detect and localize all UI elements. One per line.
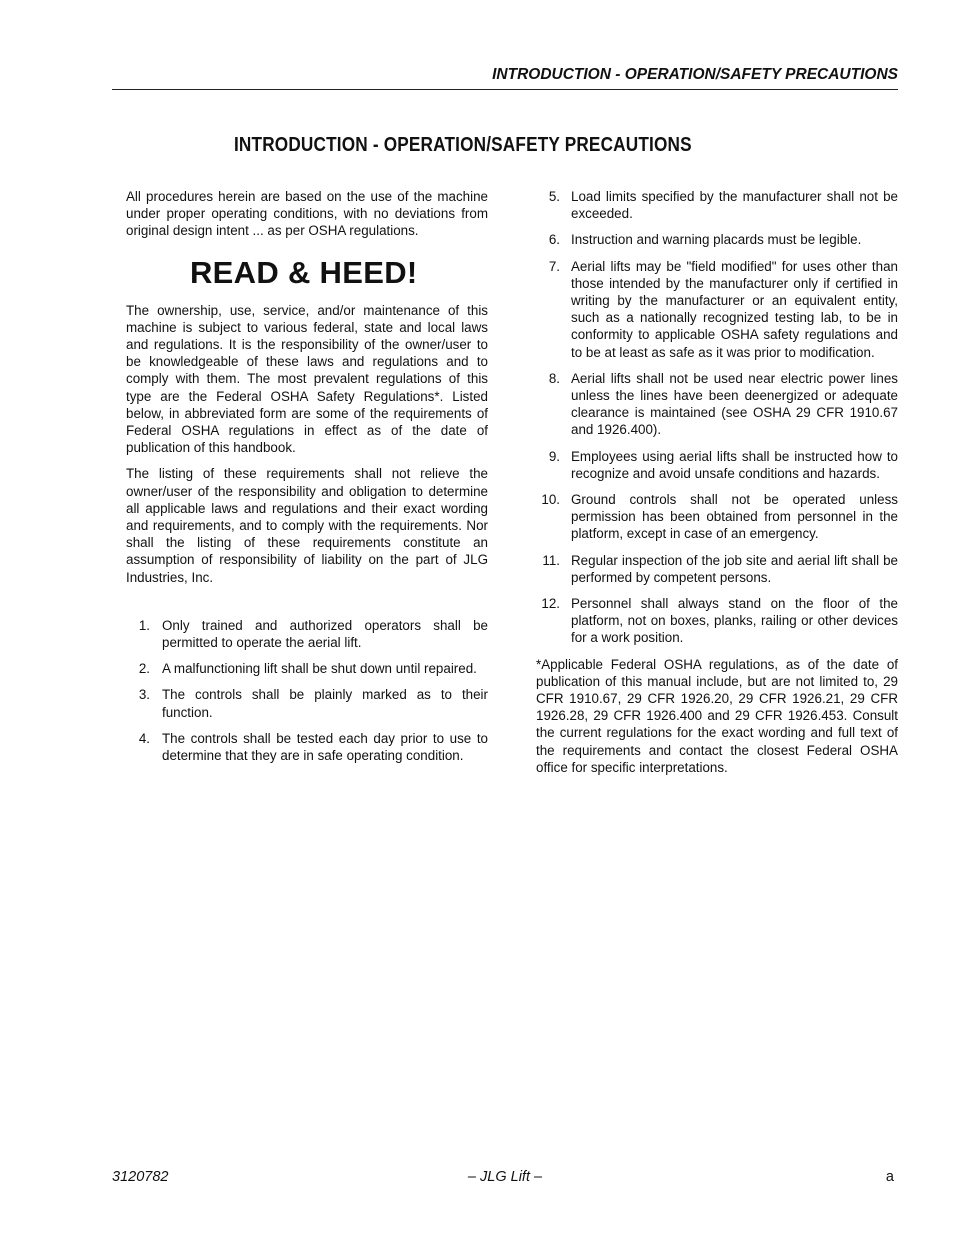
list-item: [126, 617, 488, 651]
footer-page-number: a: [885, 1169, 894, 1185]
list-item-text: Employees using aerial lifts shall be instructed how to recognize and avoid unsafe conditions and hazards.: [571, 448, 898, 481]
requirements-list-left: [126, 617, 488, 764]
list-item-number: 4.: [138, 730, 150, 746]
list-item: [536, 595, 898, 647]
ownership-paragraph: The ownership, use, service, and/or maintenance of this machine is subject to various federal, state and local laws and regulations. It is the responsibility of the owner/user to be knowledgeable of these laws and regulations and to comply with them. The most prevalent regulations of this type are the Federal OSHA Safety Regulations*. Listed below, in abbreviated form are some of the requirements of Federal OSHA regulations in effect as of the date of publication of this handbook.: [126, 302, 488, 456]
list-item-text: Personnel shall always stand on the floor of the platform, not on boxes, planks, railing or other devices for a work position.: [571, 596, 898, 646]
list-item-number: 1.: [138, 617, 150, 633]
requirements-list-right: [536, 188, 898, 647]
list-item-number: 11.: [542, 552, 560, 568]
list-item-number: 2.: [138, 661, 150, 677]
header-rule: [112, 89, 898, 90]
footer-doc-number: 3120782: [112, 1169, 169, 1185]
list-item-text: A malfunctioning lift shall be shut down until repaired.: [162, 661, 477, 677]
list-item: [536, 231, 898, 248]
list-item-number: 10.: [541, 492, 560, 508]
list-item: [126, 730, 488, 764]
page-footer: [112, 1169, 898, 1189]
running-header: INTRODUCTION - OPERATION/SAFETY PRECAUTIONS: [492, 66, 898, 83]
list-item-text: The controls shall be tested each day prior to use to determine that they are in safe operating condition.: [162, 730, 488, 764]
list-item-text: Regular inspection of the job site and aerial lift shall be performed by competent persons.: [571, 552, 898, 585]
list-item: [126, 660, 488, 677]
osha-footnote: *Applicable Federal OSHA regulations, as of the date of publication of this manual include, but are not limited to, 29 CFR 1910.67, 29 CFR 1926.20, 29 CFR 1926.21, 29 CFR 1926.28, 29 CFR 1926.400 and 29 CFR 1926.453. Consult the current regulations for the exact wording and full text of the requirements and contact the closest Federal OSHA office for specific interpretations.: [536, 656, 898, 775]
footer-publisher: – JLG Lift –: [467, 1169, 543, 1185]
right-column: [536, 188, 898, 785]
list-item: [536, 370, 898, 439]
list-item-text: Aerial lifts may be "field modified" for uses other than those intended by the manufacturer only if certified in writing by the manufacturer or an equivalent entity, such as a nationally recognized testing lab, to be in conformity to applicable OSHA safety regulations and to be at least as safe as it was prior to modification.: [571, 258, 898, 360]
list-item-text: Ground controls shall not be operated unless permission has been obtained from personnel in the platform, except in case of an emergency.: [571, 492, 898, 542]
list-item-text: Load limits specified by the manufacturer shall not be exceeded.: [571, 189, 898, 222]
list-item: [126, 686, 488, 720]
list-item-number: 12.: [541, 596, 560, 612]
list-item-number: 6.: [548, 232, 560, 248]
listing-paragraph: The listing of these requirements shall not relieve the owner/user of the responsibility and obligation to determine all applicable laws and regulations and their exact wording and requirements, and to comply with the requirements. Nor shall the listing of these requirements constitute an assumption of responsibility of liability on the part of JLG Industries, Inc.: [126, 466, 488, 585]
list-item-number: 8.: [548, 370, 560, 386]
list-item-text: Only trained and authorized operators shall be permitted to operate the aerial lift.: [162, 617, 488, 651]
list-item: [536, 258, 898, 361]
list-item-number: 3.: [138, 687, 150, 703]
intro-paragraph: All procedures herein are based on the use of the machine under proper operating conditions, with no deviations from original design intent ... as per OSHA regulations.: [126, 189, 488, 239]
list-item: [536, 188, 898, 222]
read-and-heed-heading: READ & HEED!: [190, 254, 418, 290]
list-item-number: 9.: [548, 448, 560, 464]
list-item: [536, 491, 898, 543]
list-item-number: 7.: [548, 258, 560, 274]
page-title: INTRODUCTION - OPERATION/SAFETY PRECAUTIONS: [233, 134, 692, 156]
list-item: [536, 448, 898, 482]
list-item-number: 5.: [548, 189, 560, 204]
list-item-text: Aerial lifts shall not be used near electric power lines unless the lines have been deenergized or adequate clearance is maintained (see OSHA 29 CFR 1910.67 and 1926.400).: [571, 370, 898, 438]
list-item-text: Instruction and warning placards must be legible.: [571, 232, 862, 248]
left-column: [126, 188, 488, 773]
list-item-text: The controls shall be plainly marked as to their function.: [162, 687, 488, 720]
list-item: [536, 552, 898, 586]
